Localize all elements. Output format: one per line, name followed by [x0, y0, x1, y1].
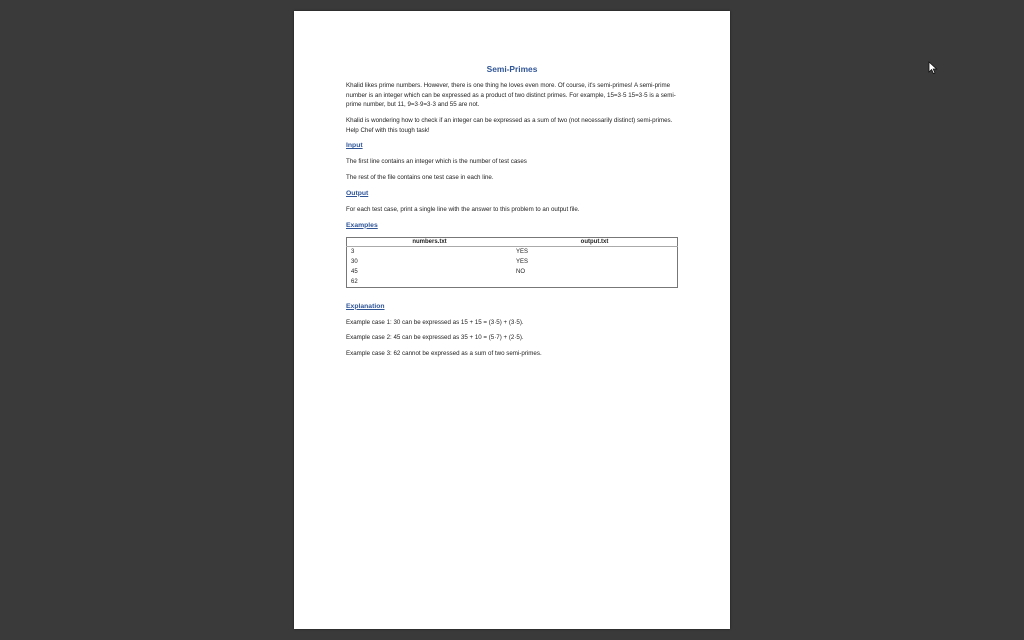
explanation-line-2: Example case 2: 45 can be expressed as 35 + 10 = (5·7) + (2·5).: [346, 334, 524, 342]
input-line-2: The rest of the file contains one test case in each line.: [346, 174, 494, 182]
document-page: [294, 11, 730, 629]
intro-paragraph-2: Khalid is wondering how to check if an integer can be expressed as a sum of two (not necessarily distinct) semi-primes. Help Chef with this tough task!: [346, 116, 673, 134]
numbers-value: 30: [351, 258, 358, 265]
output-heading: Output: [346, 189, 369, 197]
numbers-value: 62: [351, 278, 358, 285]
intro-paragraph-1: Khalid likes prime numbers. However, there is one thing he loves even more. Of course, it's semi-primes! A semi-prime number is an integer which can be expressed as a product of two distinct primes. For example, 15=3·5 15=3·5 is a semi-prime number, but 11, 9=3·9=3·3 and 55 are not.: [346, 82, 676, 109]
table-header-numbers: numbers.txt: [347, 237, 513, 246]
output-value: YES: [516, 258, 529, 265]
page-content: [346, 63, 678, 365]
explanation-line-1: Example case 1: 30 can be expressed as 15 + 15 = (3·5) + (3·5).: [346, 318, 524, 326]
examples-table: [346, 237, 678, 288]
table-row: [347, 246, 678, 287]
table-header-row: [347, 237, 678, 246]
explanation-heading: Explanation: [346, 302, 385, 310]
output-line-1: For each test case, print a single line with the answer to this problem to an output file.: [346, 205, 580, 213]
input-heading: Input: [346, 142, 363, 150]
document-title: Semi-Primes: [486, 64, 538, 74]
input-line-1: The first line contains an integer which is the number of test cases: [346, 158, 527, 166]
examples-heading: Examples: [346, 221, 378, 229]
output-value: NO: [516, 268, 525, 275]
output-cell: [512, 246, 678, 287]
explanation-line-3: Example case 3: 62 cannot be expressed as a sum of two semi-primes.: [346, 350, 542, 358]
output-value: YES: [516, 248, 529, 255]
numbers-value: 3: [351, 248, 355, 255]
numbers-value: 45: [351, 268, 358, 275]
table-header-output: output.txt: [512, 237, 678, 246]
mouse-pointer-icon: [928, 61, 938, 75]
numbers-cell: [347, 246, 513, 287]
